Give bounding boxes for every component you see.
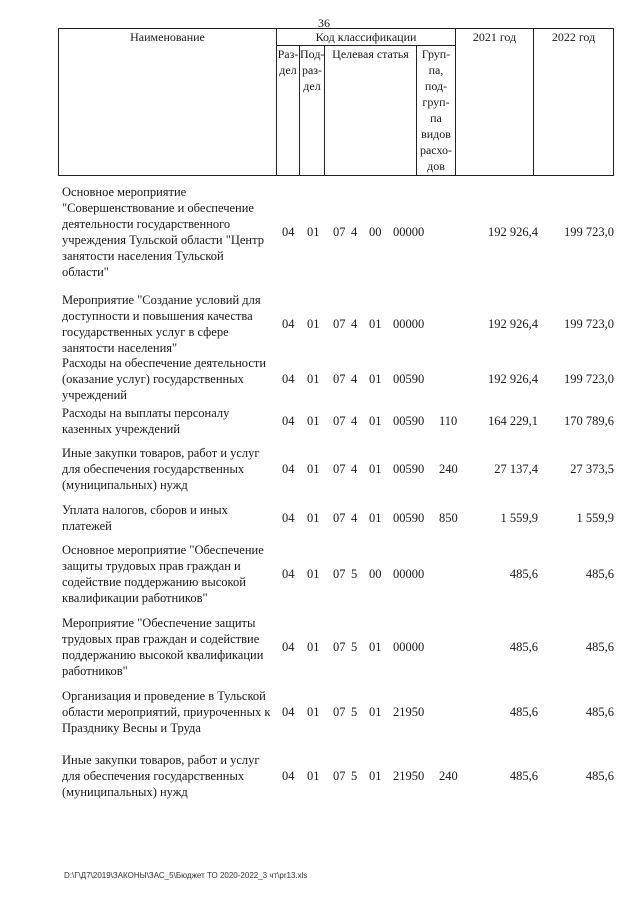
cell-code: 00000	[393, 640, 425, 654]
cell-razdel: 04	[282, 511, 295, 525]
cell-razdel: 04	[282, 414, 295, 428]
cell-vr: 240	[439, 462, 458, 476]
cell-prog: 07	[333, 769, 346, 783]
cell-sub: 5	[351, 567, 358, 581]
cell-prog: 07	[333, 640, 346, 654]
cell-y2022: 485,6	[585, 705, 614, 719]
cell-y2021: 164 229,1	[488, 414, 538, 428]
cell-y2022: 485,6	[585, 567, 614, 581]
cell-code: 00000	[393, 567, 425, 581]
row-name: Иные закупки товаров, работ и услуг для обеспечения государственных (муниципальных) нужд	[62, 446, 260, 492]
cell-code: 00000	[393, 225, 425, 239]
cell-prog: 07	[333, 511, 346, 525]
cell-vr: 850	[439, 511, 458, 525]
cell-y2021: 485,6	[509, 705, 538, 719]
cell-razdel: 04	[282, 225, 295, 239]
cell-prog: 07	[333, 567, 346, 581]
cell-y2021: 27 137,4	[494, 462, 538, 476]
cell-y2022: 27 373,5	[570, 462, 614, 476]
cell-sub: 5	[351, 640, 358, 654]
cell-osn: 01	[369, 462, 382, 476]
cell-osn: 00	[369, 567, 382, 581]
header-year-2022: 2022 год	[534, 29, 614, 176]
cell-podrazdel: 01	[307, 317, 320, 331]
cell-y2021: 192 926,4	[488, 225, 538, 239]
cell-y2021: 485,6	[509, 640, 538, 654]
cell-podrazdel: 01	[307, 705, 320, 719]
cell-y2021: 485,6	[509, 769, 538, 783]
cell-podrazdel: 01	[307, 511, 320, 525]
header-razdel: Раз- дел	[277, 46, 300, 176]
cell-podrazdel: 01	[307, 640, 320, 654]
cell-code: 00590	[393, 414, 425, 428]
header-code-group: Код классификации	[277, 29, 456, 46]
cell-razdel: 04	[282, 769, 295, 783]
page-number: 36	[318, 16, 330, 30]
cell-code: 00590	[393, 372, 425, 386]
cell-sub: 5	[351, 705, 358, 719]
cell-y2021: 1 559,9	[500, 511, 538, 525]
cell-y2021: 192 926,4	[488, 372, 538, 386]
header-target: Целевая статья	[325, 46, 417, 176]
cell-prog: 07	[333, 317, 346, 331]
cell-sub: 4	[351, 225, 358, 239]
file-path-footer: D:\Г\Д7\2019\ЗАКОНЫ\ЗАС_5\Бюджет ТО 2020-2022_3 чт\pr13.xls	[64, 871, 308, 880]
cell-y2022: 199 723,0	[564, 317, 614, 331]
cell-sub: 4	[351, 372, 358, 386]
cell-y2022: 199 723,0	[564, 372, 614, 386]
cell-razdel: 04	[282, 567, 295, 581]
cell-sub: 4	[351, 317, 358, 331]
cell-code: 21950	[393, 705, 425, 719]
cell-prog: 07	[333, 372, 346, 386]
cell-osn: 01	[369, 317, 382, 331]
cell-y2021: 485,6	[509, 567, 538, 581]
table-header	[58, 28, 614, 176]
cell-osn: 01	[369, 640, 382, 654]
cell-vr: 110	[439, 414, 458, 428]
cell-y2022: 485,6	[585, 769, 614, 783]
cell-osn: 01	[369, 511, 382, 525]
cell-podrazdel: 01	[307, 769, 320, 783]
header-group: Груп- па, под- груп- па видов расхо- дов	[417, 46, 456, 176]
row-name: Мероприятие "Создание условий для доступности и повышения качества государственных услуг в сфере занятости населения"	[62, 293, 261, 355]
cell-code: 00590	[393, 511, 425, 525]
cell-osn: 01	[369, 705, 382, 719]
cell-podrazdel: 01	[307, 414, 320, 428]
cell-prog: 07	[333, 462, 346, 476]
header-year-2021: 2021 год	[456, 29, 534, 176]
cell-razdel: 04	[282, 705, 295, 719]
cell-osn: 01	[369, 769, 382, 783]
cell-sub: 4	[351, 511, 358, 525]
row-name: Основное мероприятие "Обеспечение защиты трудовых прав граждан и содействие поддержанию высокой квалификации работников"	[62, 543, 264, 605]
cell-y2022: 170 789,6	[564, 414, 614, 428]
cell-y2022: 1 559,9	[576, 511, 614, 525]
cell-y2022: 485,6	[585, 640, 614, 654]
cell-razdel: 04	[282, 317, 295, 331]
cell-razdel: 04	[282, 640, 295, 654]
cell-prog: 07	[333, 705, 346, 719]
row-name: Мероприятие "Обеспечение защиты трудовых прав граждан и содействие поддержанию высокой квалификации работников"	[62, 616, 264, 678]
row-name: Основное мероприятие "Совершенствование и обеспечение деятельности государственного учреждения Тульской области "Центр занятости населения Тульской области"	[62, 185, 264, 279]
cell-code: 00000	[393, 317, 425, 331]
cell-podrazdel: 01	[307, 567, 320, 581]
row-name: Уплата налогов, сборов и иных платежей	[62, 503, 228, 533]
cell-y2022: 199 723,0	[564, 225, 614, 239]
cell-sub: 4	[351, 462, 358, 476]
header-podrazdel: Под- раз- дел	[300, 46, 325, 176]
cell-osn: 01	[369, 372, 382, 386]
cell-sub: 4	[351, 414, 358, 428]
cell-prog: 07	[333, 414, 346, 428]
row-name: Организация и проведение в Тульской области мероприятий, приуроченных к Празднику Весны и Труда	[62, 689, 271, 735]
header-name: Наименование	[59, 29, 277, 176]
cell-podrazdel: 01	[307, 372, 320, 386]
cell-sub: 5	[351, 769, 358, 783]
cell-podrazdel: 01	[307, 225, 320, 239]
row-name: Расходы на выплаты персоналу казенных учреждений	[62, 406, 230, 436]
cell-code: 00590	[393, 462, 425, 476]
cell-y2021: 192 926,4	[488, 317, 538, 331]
cell-razdel: 04	[282, 462, 295, 476]
cell-podrazdel: 01	[307, 462, 320, 476]
cell-osn: 00	[369, 225, 382, 239]
row-name: Расходы на обеспечение деятельности (оказание услуг) государственных учреждений	[62, 356, 267, 402]
cell-osn: 01	[369, 414, 382, 428]
cell-prog: 07	[333, 225, 346, 239]
cell-vr: 240	[439, 769, 458, 783]
cell-code: 21950	[393, 769, 425, 783]
row-name: Иные закупки товаров, работ и услуг для обеспечения государственных (муниципальных) нужд	[62, 753, 260, 799]
cell-razdel: 04	[282, 372, 295, 386]
